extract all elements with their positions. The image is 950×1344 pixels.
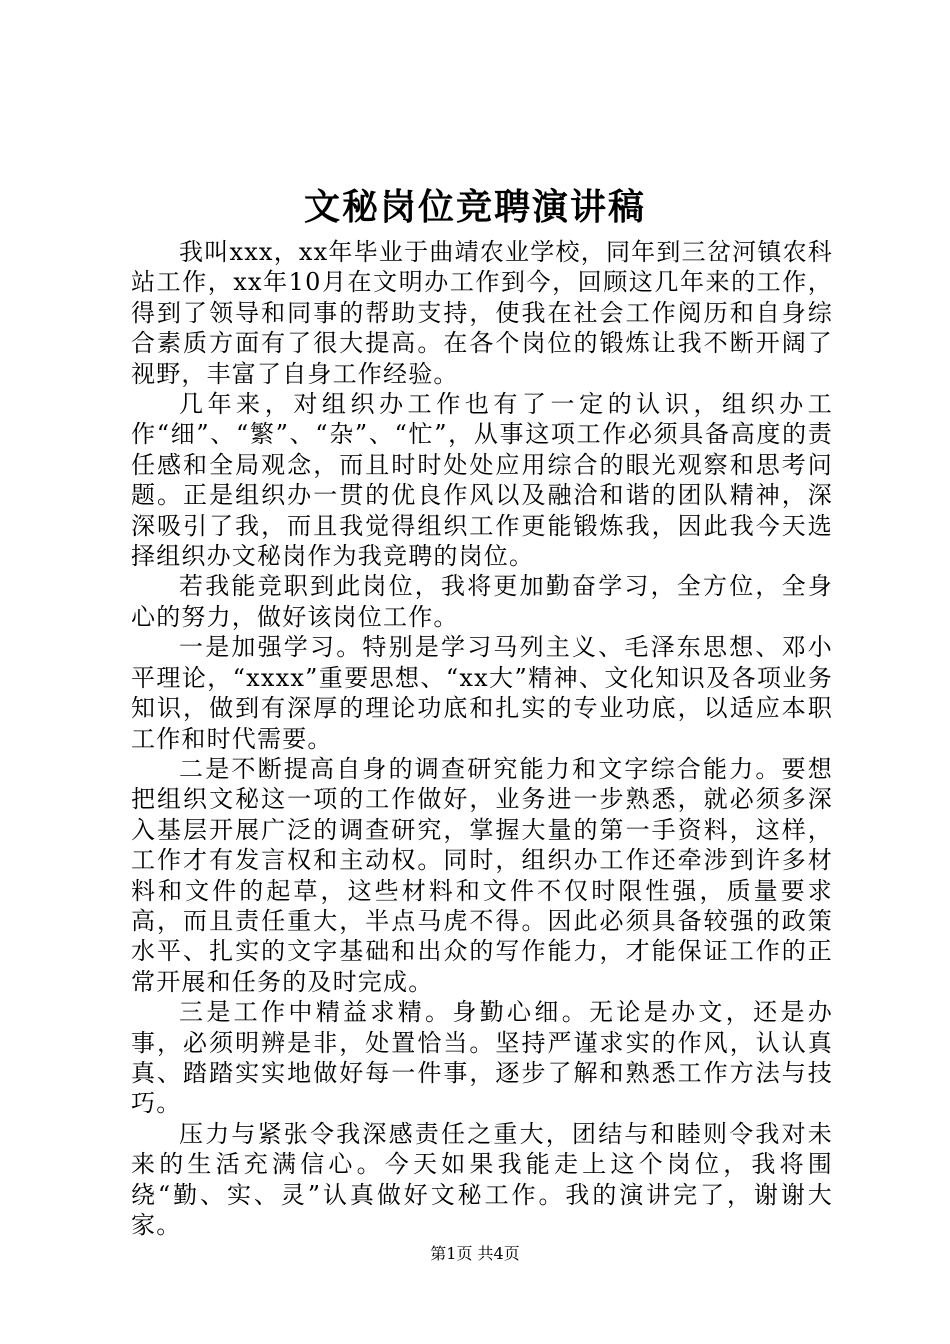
paragraph-closing: 压力与紧张令我深感责任之重大，团结与和睦则令我对未来的生活充满信心。今天如果我能走上这个岗位，我将围绕“勤、实、灵”认真做好文秘工作。我的演讲完了，谢谢大家。 [131, 1119, 833, 1239]
paragraph-point-three: 三是工作中精益求精。身勤心细。无论是办文，还是办事，必须明辨是非，处置恰当。坚持严谨求实的作风，认认真真、踏踏实实地做好每一件事，逐步了解和熟悉工作方法与技巧。 [131, 998, 833, 1118]
paragraph-point-one: 一是加强学习。特别是学习马列主义、毛泽东思想、邓小平理论，“xxxx”重要思想、“xx大”精神、文化知识及各项业务知识，做到有深厚的理论功底和扎实的专业功底，以适应本职工作和时代需要。 [131, 633, 833, 753]
paragraph-commitment: 若我能竞职到此岗位，我将更加勤奋学习，全方位，全身心的努力，做好该岗位工作。 [131, 572, 833, 631]
page-number-footer: 第1页 共4页 [430, 1244, 520, 1263]
paragraph-intro: 我叫xxx，xx年毕业于曲靖农业学校，同年到三岔河镇农科站工作，xx年10月在文明办工作到今，回顾这几年来的工作，得到了领导和同事的帮助支持，使我在社会工作阅历和自身综合素质方面有了很大提高。在各个岗位的锻炼让我不断开阔了视野，丰富了自身工作经验。 [131, 238, 833, 388]
paragraph-point-two: 二是不断提高自身的调查研究能力和文字综合能力。要想把组织文秘这一项的工作做好，业务进一步熟悉，就必须多深入基层开展广泛的调查研究，掌握大量的第一手资料，这样，工作才有发言权和主动权。同时，组织办工作还牵涉到许多材料和文件的起草，这些材料和文件不仅时限性强，质量要求高，而且责任重大，半点马虎不得。因此必须具备较强的政策水平、扎实的文字基础和出众的写作能力，才能保证工作的正常开展和任务的及时完成。 [131, 754, 833, 996]
paragraph-understanding: 几年来，对组织办工作也有了一定的认识，组织办工作“细”、“繁”、“杂”、“忙”，从事这项工作必须具备高度的责任感和全局观念，而且时时处处应用综合的眼光观察和思考问题。正是组织办一贯的优良作风以及融洽和谐的团队精神，深深吸引了我，而且我觉得组织工作更能锻炼我，因此我今天选择组织办文秘岗作为我竞聘的岗位。 [131, 390, 833, 571]
document-body [131, 237, 833, 1240]
document-title: 文秘岗位竞聘演讲稿 [303, 186, 646, 228]
